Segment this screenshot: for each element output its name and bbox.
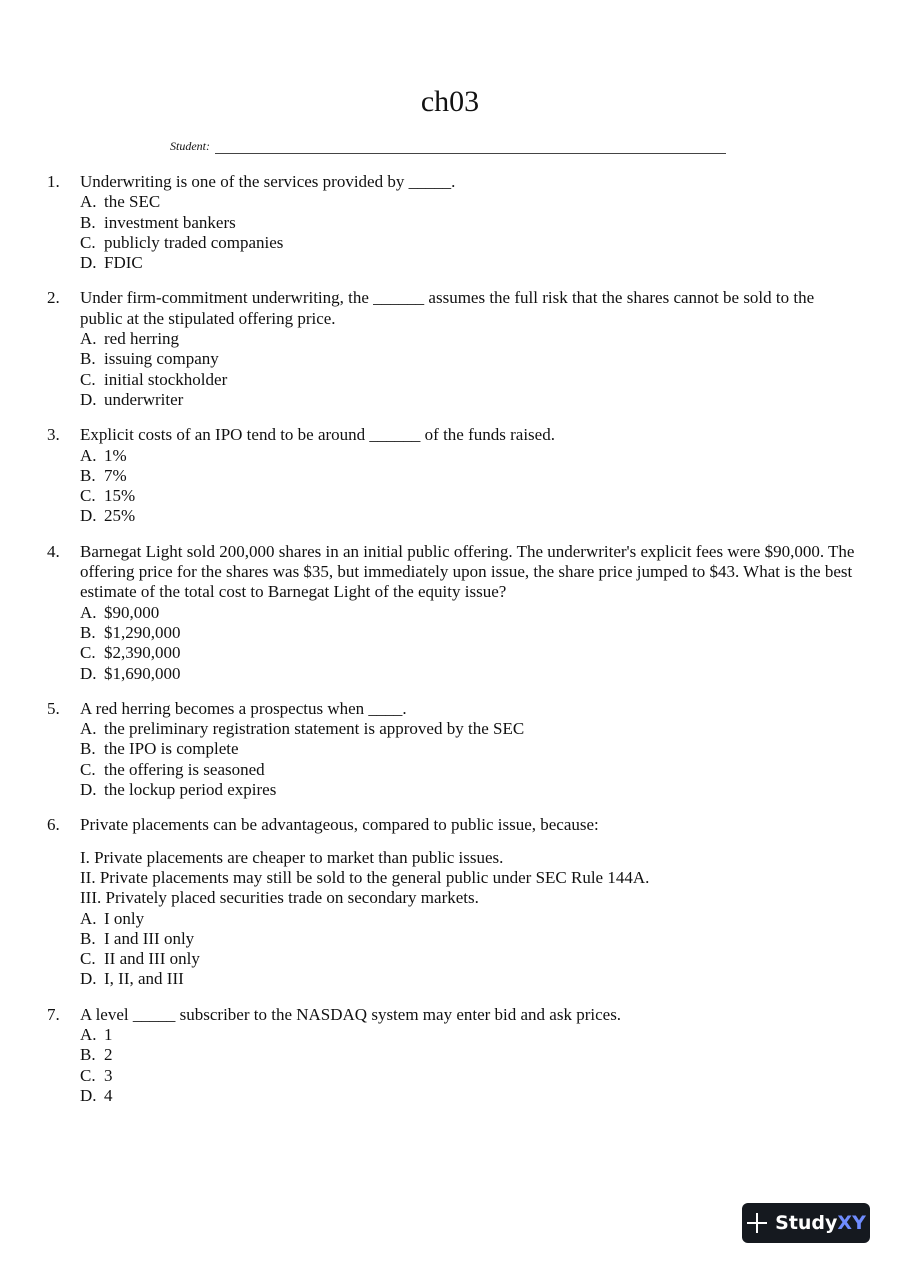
option-letter: C. bbox=[80, 369, 96, 389]
option-letter: C. bbox=[80, 486, 96, 506]
statement-2: II. Private placements may still be sold to the general public under SEC Rule 144A. bbox=[80, 867, 650, 887]
question-text: Barnegat Light sold 200,000 shares in an initial public offering. The underwriter's explicit fees were $90,000. The offering price for the shares was $35, but immediately upon issue, the share price jumped to $43. What is the best estimate of the total cost to Barnegat Light of the equity issue? bbox=[80, 541, 855, 602]
option-text: $2,390,000 bbox=[104, 643, 181, 663]
option-text: 4 bbox=[104, 1085, 113, 1105]
option-text: II and III only bbox=[104, 949, 200, 969]
question-text: Private placements can be advantageous, compared to public issue, because: bbox=[80, 815, 599, 835]
option-text: 25% bbox=[104, 506, 136, 526]
statement-1: I. Private placements are cheaper to market than public issues. bbox=[80, 847, 504, 867]
option-c bbox=[80, 760, 857, 780]
option-letter: A. bbox=[80, 329, 97, 349]
option-c bbox=[80, 1066, 857, 1086]
question-2 bbox=[47, 288, 857, 410]
option-b bbox=[80, 739, 857, 759]
question-3 bbox=[47, 425, 857, 526]
option-letter: D. bbox=[80, 389, 97, 409]
option-b bbox=[80, 929, 857, 949]
option-text: the lockup period expires bbox=[104, 780, 277, 800]
option-d bbox=[80, 1086, 857, 1106]
option-letter: B. bbox=[80, 1045, 96, 1065]
option-text: 7% bbox=[104, 465, 127, 485]
page-title: ch03 bbox=[420, 85, 480, 118]
student-field bbox=[170, 138, 726, 154]
option-text: the offering is seasoned bbox=[104, 759, 265, 779]
option-text: the preliminary registration statement is approved by the SEC bbox=[104, 719, 525, 739]
question-6 bbox=[47, 815, 857, 989]
question-number: 6. bbox=[47, 815, 60, 835]
option-text: 1% bbox=[104, 445, 127, 465]
brand-name-study: Study bbox=[775, 1212, 838, 1234]
question-text: A level _____ subscriber to the NASDAQ system may enter bid and ask prices. bbox=[80, 1004, 622, 1024]
option-b bbox=[80, 466, 857, 486]
option-text: investment bankers bbox=[104, 212, 236, 232]
option-text: underwriter bbox=[104, 389, 184, 409]
option-c bbox=[80, 486, 857, 506]
option-text: 3 bbox=[104, 1065, 113, 1085]
option-letter: D. bbox=[80, 1085, 97, 1105]
question-number: 1. bbox=[47, 172, 60, 191]
option-text: $90,000 bbox=[104, 602, 160, 622]
option-letter: D. bbox=[80, 506, 97, 526]
option-text: $1,290,000 bbox=[104, 622, 181, 642]
option-letter: B. bbox=[80, 212, 96, 232]
option-text: red herring bbox=[104, 329, 180, 349]
option-text: $1,690,000 bbox=[104, 663, 181, 683]
option-text: I, II, and III bbox=[104, 969, 184, 989]
option-letter: A. bbox=[80, 192, 97, 212]
question-list bbox=[47, 172, 857, 1121]
option-letter: A. bbox=[80, 445, 97, 465]
option-letter: A. bbox=[80, 602, 97, 622]
option-letter: A. bbox=[80, 1024, 97, 1044]
student-name-line bbox=[215, 139, 726, 154]
option-text: publicly traded companies bbox=[104, 232, 284, 252]
question-7 bbox=[47, 1005, 857, 1106]
option-letter: D. bbox=[80, 969, 97, 989]
option-d bbox=[80, 969, 857, 989]
option-a bbox=[80, 1025, 857, 1045]
question-1 bbox=[47, 172, 857, 273]
option-b bbox=[80, 1045, 857, 1065]
option-a bbox=[80, 192, 857, 212]
option-letter: B. bbox=[80, 465, 96, 485]
question-number: 3. bbox=[47, 425, 60, 445]
question-text: Underwriting is one of the services provided by _____. bbox=[80, 172, 456, 191]
option-d bbox=[80, 390, 857, 410]
option-b bbox=[80, 349, 857, 369]
option-c bbox=[80, 370, 857, 390]
option-b bbox=[80, 623, 857, 643]
option-c bbox=[80, 643, 857, 663]
student-label: Student: bbox=[170, 139, 210, 153]
option-letter: B. bbox=[80, 928, 96, 948]
question-number: 7. bbox=[47, 1004, 60, 1024]
option-a bbox=[80, 909, 857, 929]
option-text: 15% bbox=[104, 486, 136, 506]
option-d bbox=[80, 664, 857, 684]
option-a bbox=[80, 719, 857, 739]
question-number: 2. bbox=[47, 288, 60, 308]
option-letter: D. bbox=[80, 780, 97, 800]
option-letter: C. bbox=[80, 949, 96, 969]
option-letter: A. bbox=[80, 719, 97, 739]
option-d bbox=[80, 780, 857, 800]
question-text: A red herring becomes a prospectus when ____. bbox=[80, 698, 407, 718]
option-letter: C. bbox=[80, 759, 96, 779]
option-a bbox=[80, 446, 857, 466]
option-c bbox=[80, 949, 857, 969]
option-a bbox=[80, 329, 857, 349]
brand-name-xy: XY bbox=[837, 1212, 866, 1234]
option-text: 2 bbox=[104, 1045, 113, 1065]
option-text: I only bbox=[104, 908, 145, 928]
option-letter: C. bbox=[80, 1065, 96, 1085]
option-letter: C. bbox=[80, 232, 96, 252]
option-letter: B. bbox=[80, 739, 96, 759]
option-letter: C. bbox=[80, 643, 96, 663]
question-number: 4. bbox=[47, 541, 60, 561]
option-letter: B. bbox=[80, 622, 96, 642]
option-d bbox=[80, 253, 857, 273]
question-number: 5. bbox=[47, 698, 60, 718]
option-text: 1 bbox=[104, 1024, 113, 1044]
option-a bbox=[80, 603, 857, 623]
option-letter: D. bbox=[80, 253, 97, 273]
plus-icon bbox=[746, 1212, 768, 1234]
option-text: the IPO is complete bbox=[104, 739, 239, 759]
option-d bbox=[80, 506, 857, 526]
question-text: Under firm-commitment underwriting, the ______ assumes the full risk that the shares cannot be sold to the public at the stipulated offering price. bbox=[80, 288, 815, 328]
option-letter: A. bbox=[80, 908, 97, 928]
question-4 bbox=[47, 542, 857, 684]
studyxy-badge[interactable] bbox=[742, 1203, 870, 1243]
statement-3: III. Privately placed securities trade on secondary markets. bbox=[80, 888, 479, 908]
option-b bbox=[80, 213, 857, 233]
option-text: I and III only bbox=[104, 928, 195, 948]
option-letter: B. bbox=[80, 349, 96, 369]
option-text: the SEC bbox=[104, 192, 161, 212]
question-5 bbox=[47, 699, 857, 800]
option-c bbox=[80, 233, 857, 253]
question-text: Explicit costs of an IPO tend to be around ______ of the funds raised. bbox=[80, 425, 555, 445]
option-text: initial stockholder bbox=[104, 369, 228, 389]
option-text: issuing company bbox=[104, 349, 219, 369]
option-text: FDIC bbox=[104, 253, 143, 273]
option-letter: D. bbox=[80, 663, 97, 683]
